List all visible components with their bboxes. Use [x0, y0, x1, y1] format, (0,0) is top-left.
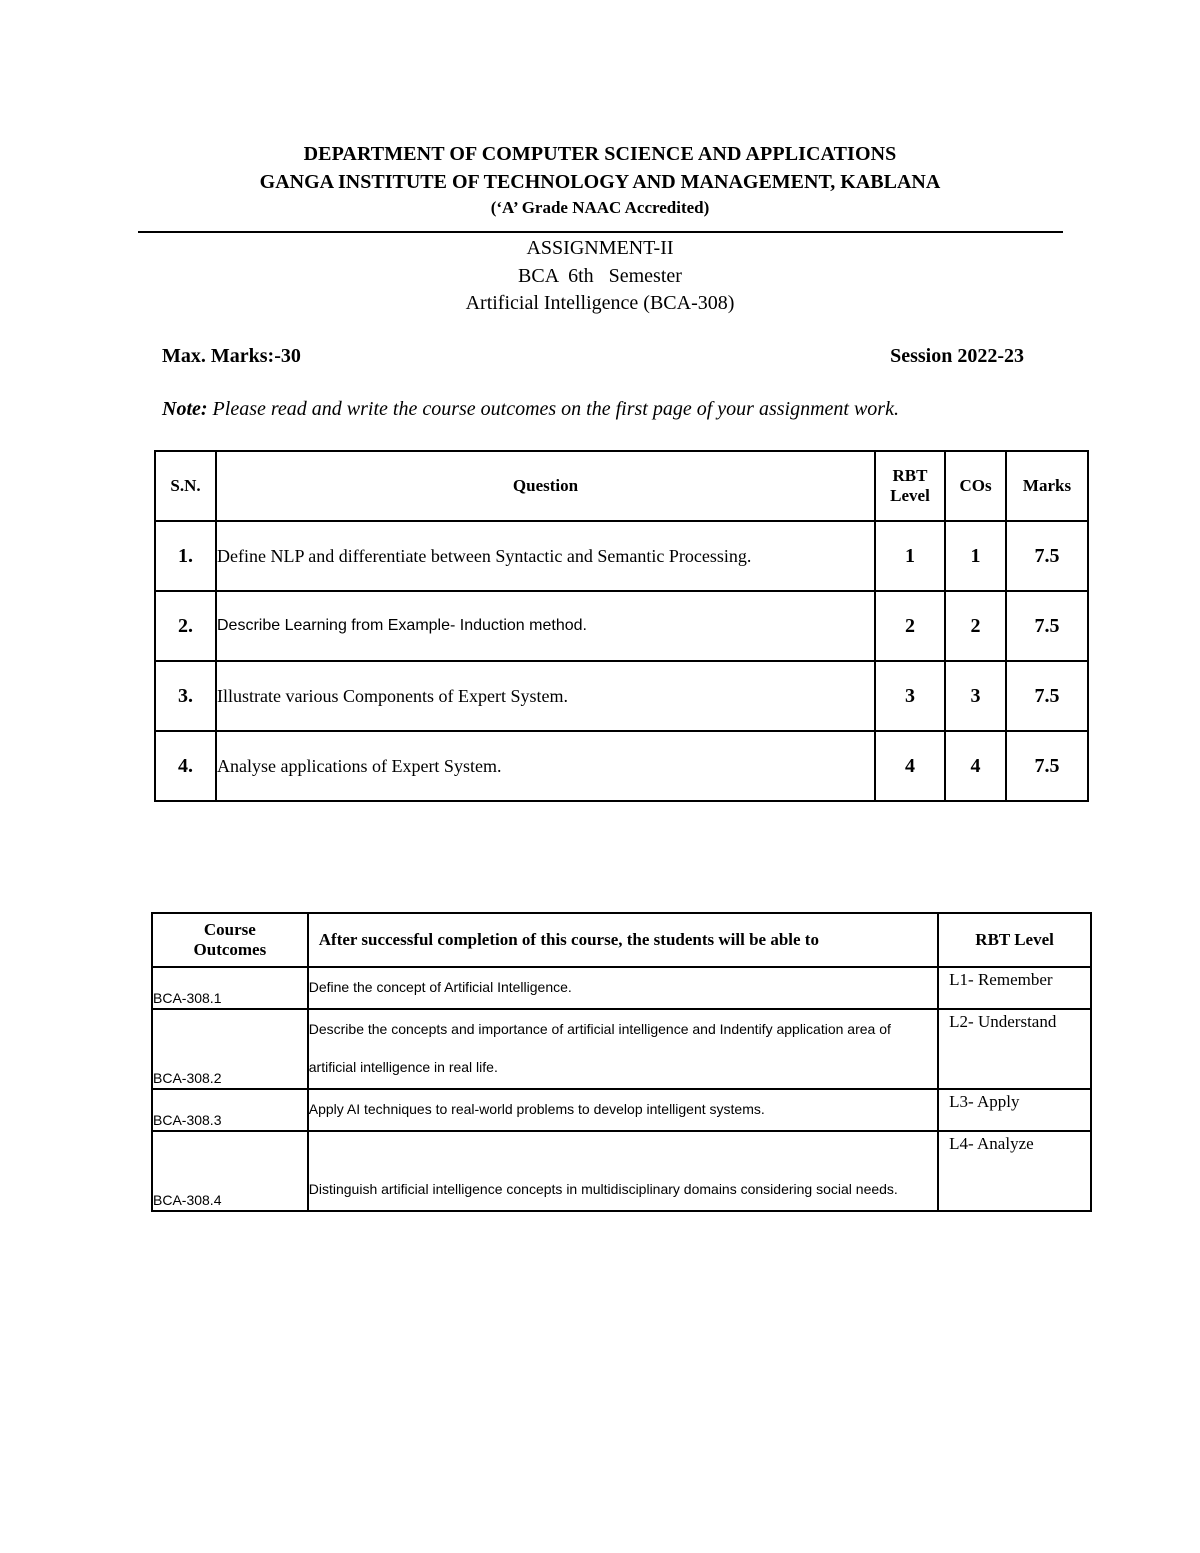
question-co: 3: [945, 661, 1006, 731]
header-marks: Marks: [1006, 451, 1088, 521]
table-row: [152, 1131, 1091, 1211]
header-cos: COs: [945, 451, 1006, 521]
question-co: 1: [945, 521, 1006, 591]
questions-header-row: [155, 451, 1088, 521]
assignment-title: ASSIGNMENT-II: [526, 237, 674, 259]
question-co: 2: [945, 591, 1006, 661]
note-label: Note:: [162, 398, 208, 420]
question-sn: 1.: [155, 521, 216, 591]
outcome-code: BCA-308.2: [152, 1009, 308, 1089]
course-outcomes-table: [151, 912, 1092, 1212]
outcome-description: Describe the concepts and importance of artificial intelligence and Indentify application area of artificial intelligence in real life.: [308, 1009, 938, 1089]
question-marks: 7.5: [1006, 521, 1088, 591]
table-row: [155, 731, 1088, 801]
header-rbt-level: RBT Level: [938, 913, 1091, 967]
header-outcome-description: After successful completion of this course, the students will be able to: [308, 913, 938, 967]
question-co: 4: [945, 731, 1006, 801]
question-rbt: 1: [875, 521, 945, 591]
question-text: Define NLP and differentiate between Syntactic and Semantic Processing.: [216, 521, 875, 591]
question-text: Illustrate various Components of Expert System.: [216, 661, 875, 731]
outcome-rbt-level: L4- Analyze: [938, 1131, 1091, 1211]
header-rbt-line1: RBT: [892, 466, 928, 485]
question-sn: 3.: [155, 661, 216, 731]
table-row: [152, 967, 1091, 1009]
outcome-description: Apply AI techniques to real-world problems to develop intelligent systems.: [308, 1089, 938, 1131]
header-course-outcomes: [152, 913, 308, 967]
note-text: Please read and write the course outcomes on the first page of your assignment work.: [207, 398, 899, 420]
outcome-code: BCA-308.1: [152, 967, 308, 1009]
question-rbt: 3: [875, 661, 945, 731]
question-marks: 7.5: [1006, 661, 1088, 731]
header-sn: S.N.: [155, 451, 216, 521]
header-question: Question: [216, 451, 875, 521]
outcome-code: BCA-308.3: [152, 1089, 308, 1131]
table-row: [152, 1009, 1091, 1089]
questions-table: [154, 450, 1089, 802]
table-row: [155, 591, 1088, 661]
outcome-description: Define the concept of Artificial Intelligence.: [308, 967, 938, 1009]
table-row: [155, 521, 1088, 591]
semester-line: BCA 6th Semester: [518, 265, 682, 287]
table-row: [155, 661, 1088, 731]
table-row: [152, 1089, 1091, 1131]
header-rbt-line2: Level: [890, 486, 930, 505]
header-divider: [138, 231, 1063, 233]
outcome-description: Distinguish artificial intelligence concepts in multidisciplinary domains considering social needs.: [308, 1131, 938, 1211]
question-rbt: 4: [875, 731, 945, 801]
max-marks: Max. Marks:-30: [162, 345, 301, 367]
outcome-rbt-level: L1- Remember: [938, 967, 1091, 1009]
question-marks: 7.5: [1006, 731, 1088, 801]
session: Session 2022-23: [890, 345, 1024, 367]
outcome-rbt-level: L2- Understand: [938, 1009, 1091, 1089]
header-co-line2: Outcomes: [193, 940, 267, 959]
institute-heading: GANGA INSTITUTE OF TECHNOLOGY AND MANAGEMENT, KABLANA: [259, 171, 941, 193]
question-text: Describe Learning from Example- Induction method.: [216, 591, 875, 661]
question-sn: 4.: [155, 731, 216, 801]
outcomes-header-row: [152, 913, 1091, 967]
note: [162, 398, 899, 421]
question-marks: 7.5: [1006, 591, 1088, 661]
accreditation-line: (‘A’ Grade NAAC Accredited): [490, 198, 710, 217]
question-text: Analyse applications of Expert System.: [216, 731, 875, 801]
outcome-code: BCA-308.4: [152, 1131, 308, 1211]
department-heading: DEPARTMENT OF COMPUTER SCIENCE AND APPLICATIONS: [303, 143, 897, 165]
header-rbt-level: [875, 451, 945, 521]
question-sn: 2.: [155, 591, 216, 661]
question-rbt: 2: [875, 591, 945, 661]
subject-line: Artificial Intelligence (BCA-308): [465, 292, 735, 314]
outcome-rbt-level: L3- Apply: [938, 1089, 1091, 1131]
header-co-line1: Course: [203, 920, 256, 939]
